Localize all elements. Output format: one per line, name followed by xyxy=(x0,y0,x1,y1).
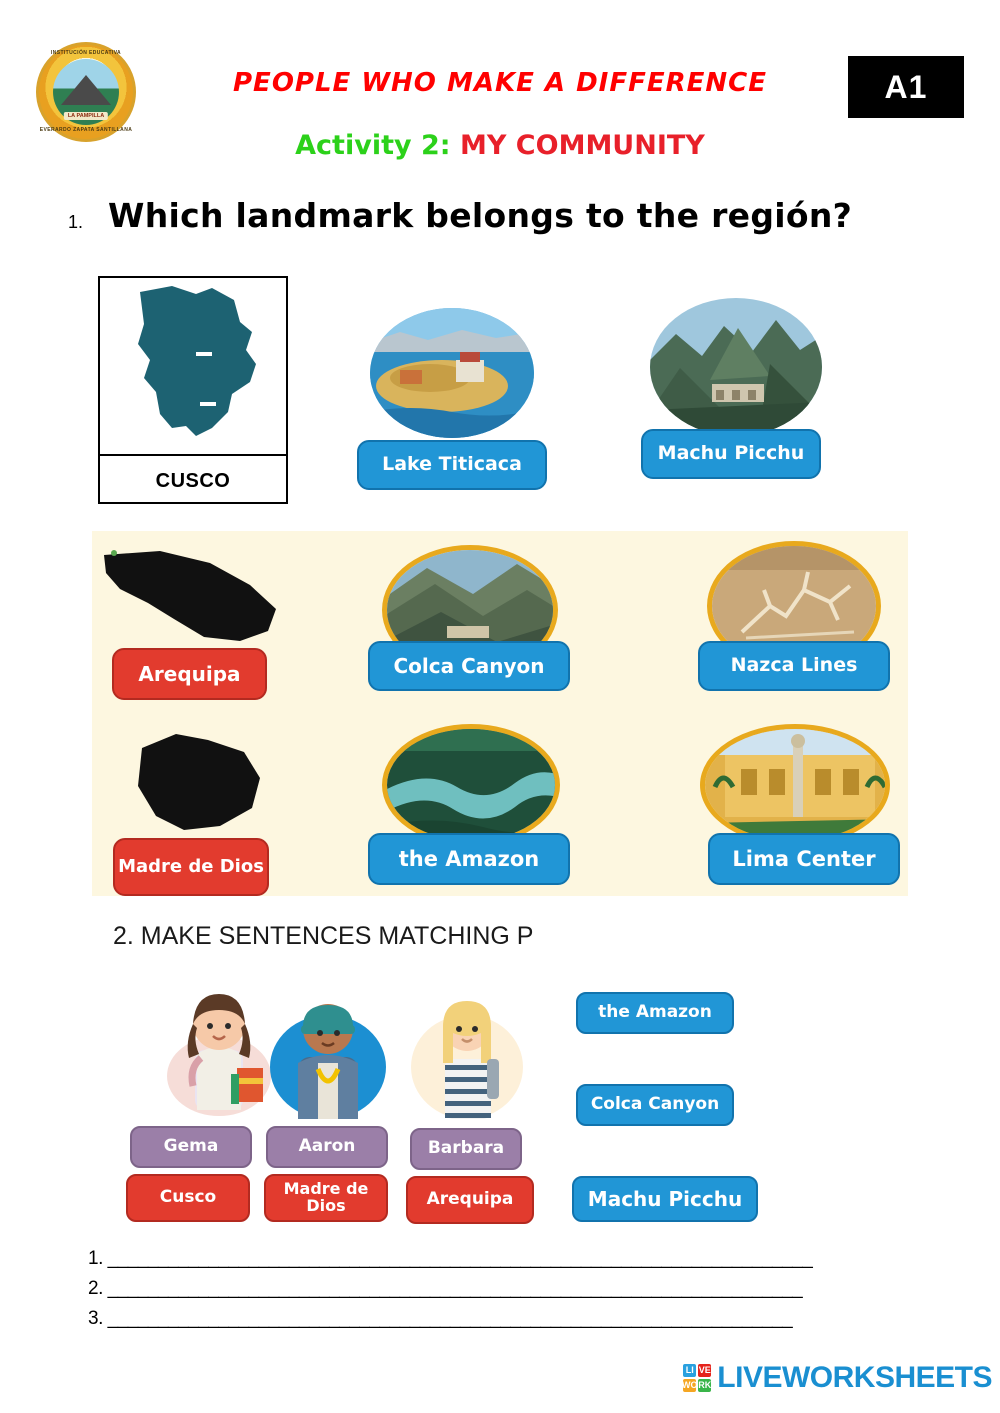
amazon-image[interactable] xyxy=(382,724,560,846)
lima-center-image[interactable] xyxy=(700,724,890,846)
tag-nazca-lines[interactable]: Nazca Lines xyxy=(698,641,890,691)
tag-machu-picchu[interactable]: Machu Picchu xyxy=(641,429,821,479)
arequipa-map-image xyxy=(100,545,290,655)
logo-bottom-text: EVERARDO ZAPATA SANTILLANA xyxy=(39,127,133,133)
lake-titicaca-image[interactable] xyxy=(370,308,534,438)
liveworksheets-cube-icon xyxy=(683,1364,711,1392)
answer-line-2[interactable]: 2. _____________________________________________________________________ xyxy=(88,1278,803,1299)
cusco-map-image xyxy=(100,278,286,456)
logo-banner-text: LA PAMPILLA xyxy=(64,112,108,120)
avatar-aaron xyxy=(254,985,402,1121)
answer-line-1[interactable]: 1. ______________________________________________________________________ xyxy=(88,1248,813,1269)
avatar-barbara xyxy=(393,985,541,1121)
tag-place-cusco[interactable]: Cusco xyxy=(126,1174,250,1222)
cube-letter-rk: RK xyxy=(698,1380,712,1390)
tag-lake-titicaca[interactable]: Lake Titicaca xyxy=(357,440,547,490)
cusco-label: CUSCO xyxy=(155,469,231,492)
answer-line-3[interactable]: 3. ____________________________________________________________________ xyxy=(88,1308,793,1329)
tag-the-amazon[interactable]: the Amazon xyxy=(368,833,570,885)
tag-option-colca-canyon[interactable]: Colca Canyon xyxy=(576,1084,734,1126)
question-1-number: 1. xyxy=(68,212,84,232)
page-header xyxy=(0,0,1000,180)
cube-letter-ve: VE xyxy=(698,1365,711,1375)
tag-lima-center[interactable]: Lima Center xyxy=(708,833,900,885)
liveworksheets-brand: LIVEWORKSHEETS xyxy=(717,1361,992,1394)
level-badge: A1 xyxy=(848,56,964,118)
tag-aaron[interactable]: Aaron xyxy=(266,1126,388,1168)
tag-barbara[interactable]: Barbara xyxy=(410,1128,522,1170)
machu-picchu-image[interactable] xyxy=(650,298,822,436)
liveworksheets-logo xyxy=(683,1361,992,1395)
region-card-cusco xyxy=(98,276,288,504)
tag-madre-de-dios[interactable]: Madre de Dios xyxy=(113,838,269,896)
tag-arequipa[interactable]: Arequipa xyxy=(112,648,267,700)
tag-colca-canyon[interactable]: Colca Canyon xyxy=(368,641,570,691)
tag-gema[interactable]: Gema xyxy=(130,1126,252,1168)
cube-letter-wo: WO xyxy=(682,1380,698,1390)
question-1-text: Which landmark belongs to the región? xyxy=(108,196,853,235)
question-2-text: 2. MAKE SENTENCES MATCHING P xyxy=(113,922,534,950)
tag-place-madre-de-dios[interactable]: Madre de Dios xyxy=(264,1174,388,1222)
tag-option-machu-picchu[interactable]: Machu Picchu xyxy=(572,1176,758,1222)
logo-top-text: INSTITUCIÓN EDUCATIVA xyxy=(50,50,122,56)
tag-place-arequipa[interactable]: Arequipa xyxy=(406,1176,534,1224)
page-title: PEOPLE WHO MAKE A DIFFERENCE xyxy=(233,68,767,98)
cube-letter-li: LI xyxy=(683,1364,696,1377)
tag-option-the-amazon[interactable]: the Amazon xyxy=(576,992,734,1034)
activity-subtitle xyxy=(0,130,1000,161)
activity-label: Activity 2: xyxy=(295,130,451,161)
activity-name: MY COMMUNITY xyxy=(459,130,705,161)
madre-de-dios-map-image xyxy=(128,730,268,840)
